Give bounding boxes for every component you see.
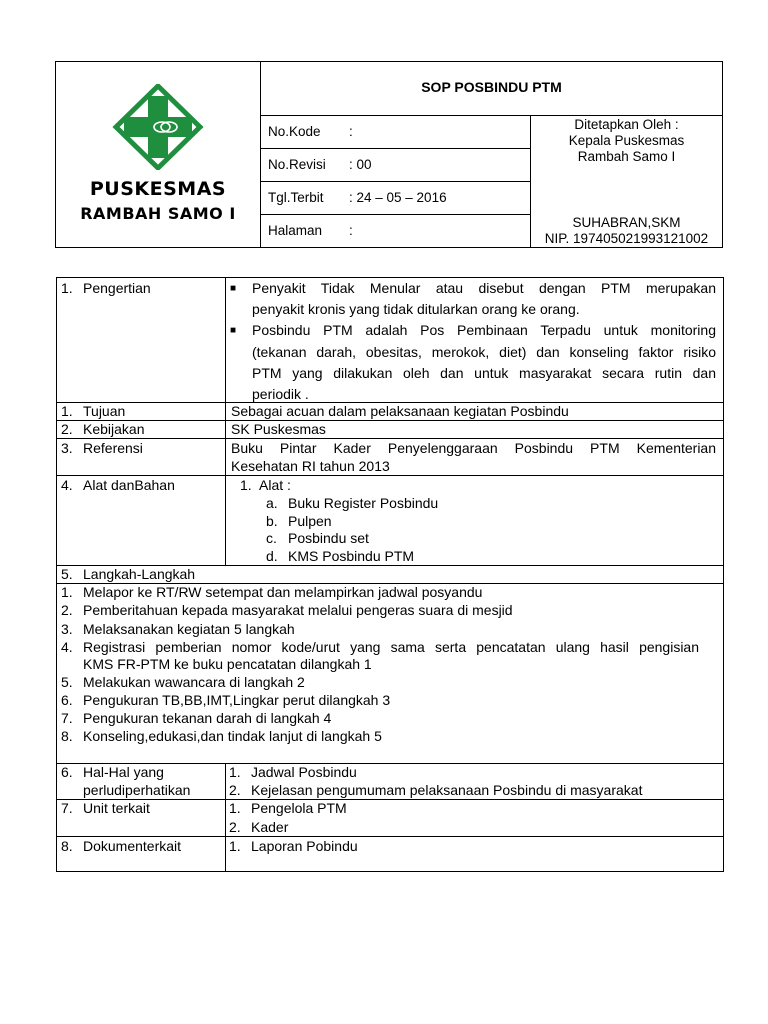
list-item: Jadwal Posbindu xyxy=(251,764,357,780)
org-name: PUSKESMAS xyxy=(89,178,227,200)
item-number: 1. xyxy=(229,800,241,816)
list-item: Pengelola PTM xyxy=(251,800,347,816)
step-number: 2. xyxy=(61,602,73,618)
field-value-revisi: : 00 xyxy=(349,157,372,172)
row-label-kebijakan: Kebijakan xyxy=(83,421,145,437)
step-number: 8. xyxy=(61,728,73,744)
row-label-langkah: Langkah-Langkah xyxy=(83,566,196,582)
field-value-kode: : xyxy=(349,124,353,139)
approval-line2: Kepala Puskesmas xyxy=(568,133,685,148)
pengertian-text: (tekanan darah, obesitas, merokok, diet) dan konseling faktor risiko xyxy=(252,344,716,360)
divider xyxy=(56,277,724,278)
row-number: 5. xyxy=(61,566,73,582)
row-label-hal: perludiperhatikan xyxy=(83,782,191,798)
step-text: Melaksanakan kegiatan 5 langkah xyxy=(83,621,295,637)
row-number: 6. xyxy=(61,764,73,780)
list-item: Kejelasan pengumumam pelaksanaan Posbindu di masyarakat xyxy=(251,782,643,798)
divider xyxy=(260,115,723,116)
sub-number: 1. xyxy=(240,477,252,493)
step-text: Melapor ke RT/RW setempat dan melampirkan jadwal posyandu xyxy=(83,584,483,600)
row-number: 1. xyxy=(61,280,73,296)
item-number: 1. xyxy=(229,838,241,854)
divider xyxy=(56,420,724,421)
divider xyxy=(260,148,530,149)
document-title: SOP POSBINDU PTM xyxy=(421,79,562,95)
approval-name: SUHABRAN,SKM xyxy=(572,215,681,230)
row-label-unit: Unit terkait xyxy=(83,800,150,816)
divider xyxy=(225,277,226,565)
row-label-alat: Alat danBahan xyxy=(83,477,175,493)
field-label-kode: No.Kode xyxy=(268,124,321,139)
pengertian-text: penyakit kronis yang tidak ditularkan orang ke orang. xyxy=(252,301,580,317)
bullet-icon: ■ xyxy=(230,283,237,294)
approval-line3: Rambah Samo I xyxy=(577,149,676,164)
item-letter: d. xyxy=(266,548,278,564)
item-number: 1. xyxy=(229,764,241,780)
row-label-dokumen: Dokumenterkait xyxy=(83,838,182,854)
list-item: Posbindu set xyxy=(288,530,369,546)
field-label-terbit: Tgl.Terbit xyxy=(268,190,324,205)
divider xyxy=(225,763,226,871)
divider xyxy=(56,799,724,800)
bullet-icon: ■ xyxy=(230,325,237,336)
row-value-kebijakan: SK Puskesmas xyxy=(231,421,326,437)
pengertian-text: periodik . xyxy=(252,386,309,402)
row-number: 8. xyxy=(61,838,73,854)
list-item: Kader xyxy=(251,819,289,835)
step-number: 6. xyxy=(61,692,73,708)
row-number: 2. xyxy=(61,421,73,437)
field-value-halaman: : xyxy=(349,223,353,238)
step-number: 3. xyxy=(61,621,73,637)
step-number: 4. xyxy=(61,639,73,655)
pengertian-text: Posbindu PTM adalah Pos Pembinaan Terpadu untuk monitoring xyxy=(252,322,716,338)
approval-line1: Ditetapkan Oleh : xyxy=(574,117,679,132)
row-number: 1. xyxy=(61,403,73,419)
divider xyxy=(56,836,724,837)
puskesmas-logo xyxy=(110,84,206,170)
divider xyxy=(56,475,724,476)
row-label-hal: Hal-Hal yang xyxy=(83,764,164,780)
list-item: Laporan Pobindu xyxy=(251,838,358,854)
row-value-tujuan: Sebagai acuan dalam pelaksanaan kegiatan Posbindu xyxy=(231,403,569,419)
sub-label: Alat : xyxy=(259,477,291,493)
divider xyxy=(56,871,724,872)
divider xyxy=(260,181,530,182)
divider xyxy=(260,214,530,215)
cross-logo-icon xyxy=(110,84,206,170)
field-label-revisi: No.Revisi xyxy=(268,157,326,172)
item-letter: c. xyxy=(266,530,277,546)
divider xyxy=(56,438,724,439)
row-label-tujuan: Tujuan xyxy=(83,403,126,419)
row-value-referensi: Kesehatan RI tahun 2013 xyxy=(231,458,390,474)
approval-nip: NIP. 197405021993121002 xyxy=(544,231,709,246)
row-number: 4. xyxy=(61,477,73,493)
pengertian-text: Penyakit Tidak Menular atau disebut dengan PTM merupakan xyxy=(252,280,716,296)
list-item: Pulpen xyxy=(288,513,332,529)
row-label-pengertian: Pengertian xyxy=(83,280,151,296)
item-number: 2. xyxy=(229,782,241,798)
step-text: Pengukuran TB,BB,IMT,Lingkar perut dilangkah 3 xyxy=(83,692,391,708)
step-number: 7. xyxy=(61,710,73,726)
org-subname: RAMBAH SAMO I xyxy=(80,204,236,223)
divider xyxy=(56,277,57,871)
row-number: 3. xyxy=(61,440,73,456)
item-number: 2. xyxy=(229,819,241,835)
pengertian-text: PTM yang dilakukan oleh dan untuk masyarakat secara rutin dan xyxy=(252,365,716,381)
list-item: Buku Register Posbindu xyxy=(288,495,439,511)
step-text: Melakukan wawancara di langkah 2 xyxy=(83,674,305,690)
item-letter: b. xyxy=(266,513,278,529)
step-text: Konseling,edukasi,dan tindak lanjut di langkah 5 xyxy=(83,728,382,744)
row-label-referensi: Referensi xyxy=(83,440,143,456)
row-number: 7. xyxy=(61,800,73,816)
field-value-terbit: : 24 – 05 – 2016 xyxy=(349,190,447,205)
step-text: Pemberitahuan kepada masyarakat melalui pengeras suara di mesjid xyxy=(83,602,513,618)
step-text: Pengukuran tekanan darah di langkah 4 xyxy=(83,710,332,726)
step-text: KMS FR-PTM ke buku pencatatan dilangkah 1 xyxy=(83,656,372,672)
row-value-referensi: Buku Pintar Kader Penyelenggaraan Posbindu PTM Kementerian xyxy=(231,440,716,456)
step-number: 1. xyxy=(61,584,73,600)
field-label-halaman: Halaman xyxy=(268,223,323,238)
divider xyxy=(723,277,724,871)
step-text: Registrasi pemberian nomor kode/urut yang sama serta pencatatan ulang hasil pengisian xyxy=(83,639,699,655)
item-letter: a. xyxy=(266,495,278,511)
list-item: KMS Posbindu PTM xyxy=(288,548,415,564)
step-number: 5. xyxy=(61,674,73,690)
